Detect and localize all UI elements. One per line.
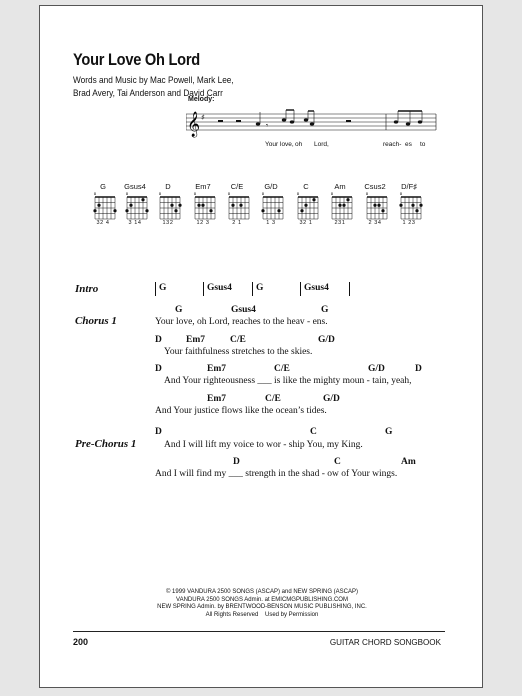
chord: Em7 — [186, 335, 205, 345]
svg-text:o: o — [330, 191, 334, 196]
chord-fingering: 32 4 — [96, 220, 110, 226]
treble-clef-icon: 𝄞 — [187, 112, 201, 137]
intro-chord: G — [159, 283, 167, 293]
svg-text:o: o — [158, 191, 162, 196]
lyric-line: And Your justice flows like the ocean’s tides. — [155, 406, 327, 416]
chord-diagram — [222, 182, 252, 232]
melody-lyric: oh — [295, 141, 303, 148]
chord-diagram-name: Em7 — [195, 182, 211, 191]
song-title: Your Love Oh Lord — [73, 50, 200, 69]
svg-text:o: o — [125, 191, 129, 196]
credits-line-1: Words and Music by Mac Powell, Mark Lee, — [73, 75, 234, 85]
svg-text:o: o — [227, 191, 231, 196]
section-label-intro: Intro — [75, 283, 99, 295]
chord-diagram — [88, 182, 118, 232]
fretboard-grid — [226, 191, 256, 221]
chord: G/D — [368, 364, 385, 374]
chord: Am — [401, 457, 416, 467]
intro-chord: Gsus4 — [304, 283, 329, 293]
songbook-page — [39, 5, 483, 688]
chord-diagram-name: G — [100, 182, 106, 191]
chord: C/E — [274, 364, 290, 374]
melody-lyric: Lord, — [314, 141, 329, 148]
fretboard-grid — [192, 191, 222, 221]
page-number: 200 — [73, 637, 89, 647]
fretboard-grid — [329, 191, 359, 221]
chord-diagram — [325, 182, 355, 232]
chord-fingering: 231 — [334, 220, 346, 226]
chord-fingering: 3 14 — [128, 220, 142, 226]
fretboard-grid — [157, 191, 187, 221]
intro-chord: Gsus4 — [207, 283, 232, 293]
section-label-pre-chorus-1: Pre-Chorus 1 — [75, 438, 137, 450]
chord: G — [321, 305, 329, 315]
chord-diagram-name: Gsus4 — [124, 182, 146, 191]
chord: D — [155, 427, 162, 437]
chord: D — [415, 364, 422, 374]
chord: Gsus4 — [231, 305, 256, 315]
melody-lyric: reach- — [383, 141, 402, 148]
chord: C/E — [265, 394, 281, 404]
chord-diagram — [120, 182, 150, 232]
intro-chord: G — [256, 283, 264, 293]
lyric-line: Your faithfulness stretches to the skies. — [164, 347, 313, 357]
fretboard-grid — [124, 191, 154, 221]
fretboard-grid — [295, 191, 325, 221]
chord: G — [175, 305, 183, 315]
lyric-line: And I will lift my voice to wor - ship You, my King. — [164, 440, 363, 450]
chord: C/E — [230, 335, 246, 345]
chord-fingering: 2 1 — [232, 220, 242, 226]
section-label-chorus-1: Chorus 1 — [75, 315, 117, 327]
intro-bars — [155, 282, 355, 298]
chord-diagram — [394, 182, 424, 232]
chord-diagram-name: D — [165, 182, 171, 191]
chord: C — [334, 457, 341, 467]
chord-fingering: 2 34 — [368, 220, 382, 226]
chord-diagram — [256, 182, 286, 232]
melody-lyric: love, — [280, 141, 294, 148]
chord-diagram-name: C — [303, 182, 309, 191]
melody-staff — [186, 106, 446, 146]
chord-fingering: 1 3 — [266, 220, 276, 226]
svg-text:o: o — [193, 191, 197, 196]
credits-line-2: Brad Avery, Tai Anderson and David Carr — [73, 87, 223, 98]
lyric-line: Your love, oh Lord, reaches to the heav - ens. — [155, 317, 328, 327]
chord-diagram-name: D/F♯ — [401, 182, 417, 191]
fretboard-grid — [398, 191, 428, 221]
svg-text:o: o — [399, 191, 403, 196]
chord: D — [155, 364, 162, 374]
chord-fingering: 12 3 — [196, 220, 210, 226]
chord-diagram — [153, 182, 183, 232]
chord-diagram-name: Csus2 — [364, 182, 386, 191]
chord: G/D — [323, 394, 340, 404]
chord-fingering: 32 1 — [299, 220, 313, 226]
svg-text:o: o — [365, 191, 369, 196]
svg-text:o: o — [93, 191, 97, 196]
svg-text:♯: ♯ — [201, 113, 205, 122]
melody-lyric: to — [420, 141, 426, 148]
svg-text:o: o — [296, 191, 300, 196]
melody-lyric: Your — [265, 141, 279, 148]
chord-fingering: 1 23 — [402, 220, 416, 226]
lyric-line: And Your righteousness ___ is like the mighty moun - tain, yeah, — [164, 376, 412, 386]
svg-text:o: o — [261, 191, 265, 196]
chord: G — [385, 427, 393, 437]
chord-diagram — [291, 182, 321, 232]
chord-diagram — [360, 182, 390, 232]
fretboard-grid — [260, 191, 290, 221]
fretboard-grid — [364, 191, 394, 221]
chord-diagram-name: Am — [334, 182, 346, 191]
chord-diagram — [188, 182, 218, 232]
chord: C — [310, 427, 317, 437]
chord-diagram-name: G/D — [264, 182, 278, 191]
copyright-notice: © 1999 VANDURA 2500 SONGS (ASCAP) and NEW SPRING (ASCAP) VANDURA 2500 SONGS Admin. at EMICMGPUBLISHING.COM NEW SPRING Admin. by BRENTWOOD-BENSON MUSIC PUBLISHING, INC. All Rights Reserved Used by Permission — [157, 589, 367, 618]
melody-lyric: es — [405, 141, 412, 148]
footer-divider — [73, 631, 445, 632]
chord: D — [233, 457, 240, 467]
chord-diagram-row — [88, 182, 428, 232]
chord: Em7 — [207, 394, 226, 404]
chord: G/D — [318, 335, 335, 345]
lyric-line: And I will find my ___ strength in the shad - ow of Your wings. — [155, 469, 398, 479]
chord: D — [155, 335, 162, 345]
chord: Em7 — [207, 364, 226, 374]
melody-label: Melody: — [188, 96, 215, 103]
book-title: GUITAR CHORD SONGBOOK — [329, 637, 441, 647]
chord-diagram-name: C/E — [230, 182, 244, 191]
fretboard-grid — [92, 191, 122, 221]
chord-fingering: 132 — [162, 220, 174, 226]
svg-text:𝄾: 𝄾 — [266, 121, 269, 130]
